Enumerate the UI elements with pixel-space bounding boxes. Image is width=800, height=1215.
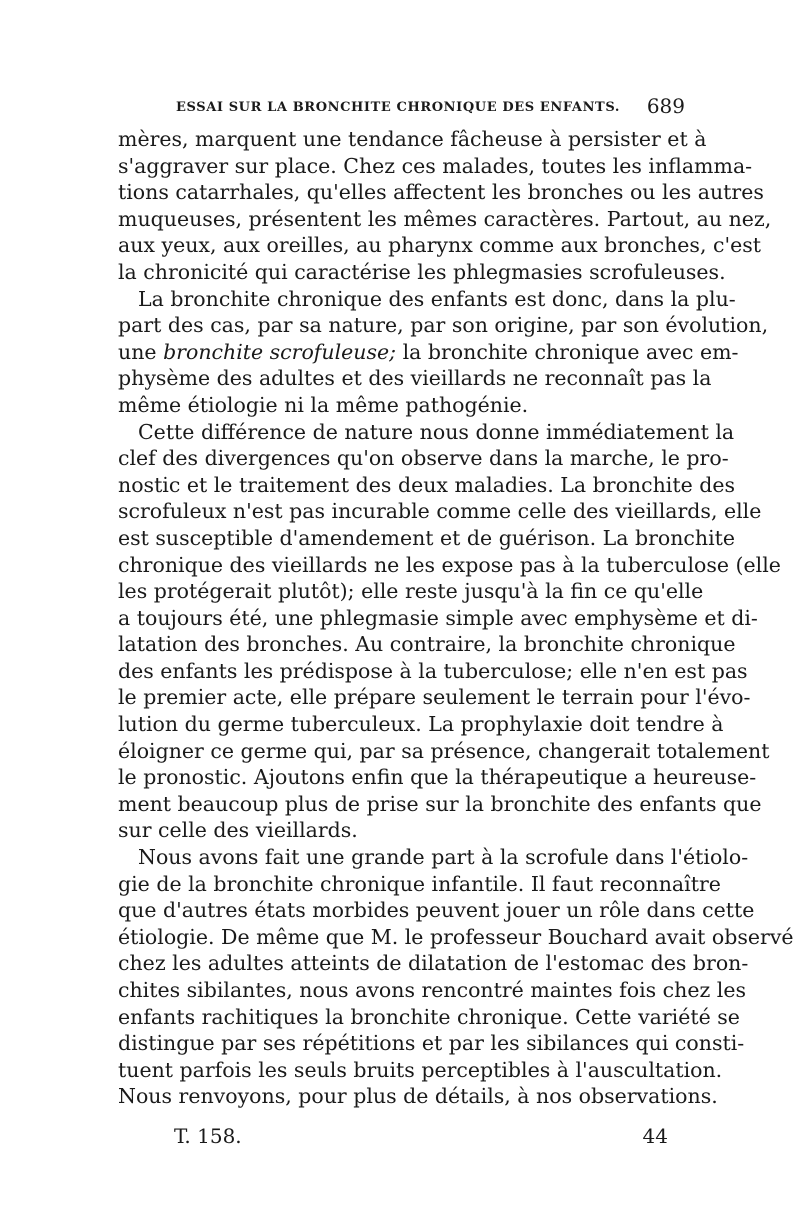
text-line: chites sibilantes, nous avons rencontré maintes fois chez les bbox=[118, 978, 747, 1002]
text-line: chronique des vieillards ne les expose pas à la tuberculose (elle bbox=[118, 552, 781, 577]
text-run: une bbox=[118, 339, 164, 364]
text-line: aux yeux, aux oreilles, au pharynx comme aux bronches, c'est bbox=[118, 233, 761, 258]
text-line: ment beaucoup plus de prise sur la bronchite des enfants que bbox=[118, 791, 762, 816]
text-line: éloigner ce germe qui, par sa présence, changerait totalement bbox=[118, 738, 770, 763]
text-line: muqueuses, présentent les mêmes caractères. Partout, au nez, bbox=[118, 206, 772, 231]
text-line: distingue par ses répétitions et par les sibilances qui consti- bbox=[118, 1031, 745, 1056]
text-line: enfants rachitiques la bronchite chronique. Cette variété se bbox=[118, 1004, 740, 1029]
text-line: mères, marquent une tendance fâcheuse à persister et à bbox=[118, 127, 707, 151]
text-line: étiologie. De même que M. le professeur Bouchard avait observé bbox=[118, 924, 794, 949]
text-line: tions catarrhales, qu'elles affectent les bronches ou les autres bbox=[118, 180, 764, 205]
text-line: clef des divergences qu'on observe dans la marche, le pro- bbox=[118, 446, 729, 471]
text-line: s'aggraver sur place. Chez ces malades, toutes les inflamma- bbox=[118, 153, 753, 178]
sheet-number: 44 bbox=[642, 1124, 668, 1148]
volume-signature: T. 158. bbox=[174, 1124, 242, 1148]
text-line-with-italic bbox=[118, 339, 739, 366]
running-title: ESSAI SUR LA BRONCHITE CHRONIQUE DES ENFANTS. bbox=[176, 100, 620, 115]
text-line: nostic et le traitement des deux maladies. La bronchite des bbox=[118, 472, 736, 497]
text-line: part des cas, par sa nature, par son origine, par son évolution, bbox=[118, 313, 769, 338]
text-line: les protégerait plutôt); elle reste jusqu'à la fin ce qu'elle bbox=[118, 579, 704, 604]
text-line: même étiologie ni la même pathogénie. bbox=[118, 392, 529, 417]
text-line: est susceptible d'amendement et de guérison. La bronchite bbox=[118, 525, 736, 550]
text-line: La bronchite chronique des enfants est donc, dans la plu- bbox=[138, 286, 736, 311]
italic-term: bronchite scrofuleuse; bbox=[163, 339, 397, 364]
text-line: a toujours été, une phlegmasie simple avec emphysème et di- bbox=[118, 605, 758, 630]
text-line: gie de la bronchite chronique infantile. Il faut reconnaître bbox=[118, 871, 721, 896]
text-line: sur celle des vieillards. bbox=[118, 818, 358, 843]
text-line: Nous renvoyons, pour plus de détails, à nos observations. bbox=[118, 1084, 718, 1109]
text-line: la chronicité qui caractérise les phlegmasies scrofuleuses. bbox=[118, 259, 726, 284]
text-line: Cette différence de nature nous donne immédiatement la bbox=[138, 419, 735, 444]
body-text bbox=[118, 126, 794, 1110]
text-line: Nous avons fait une grande part à la scrofule dans l'étiolo- bbox=[138, 845, 749, 870]
text-line: tuent parfois les seuls bruits perceptibles à l'auscultation. bbox=[118, 1057, 723, 1082]
page-number: 689 bbox=[646, 94, 685, 118]
text-line: des enfants les prédispose à la tuberculose; elle n'en est pas bbox=[118, 658, 748, 683]
text-line: scrofuleux n'est pas incurable comme celle des vieillards, elle bbox=[118, 499, 762, 524]
text-line: lution du germe tuberculeux. La prophylaxie doit tendre à bbox=[118, 712, 724, 737]
text-line: chez les adultes atteints de dilatation de l'estomac des bron- bbox=[118, 951, 749, 976]
text-line: physème des adultes et des vieillards ne reconnaît pas la bbox=[118, 366, 712, 391]
page-footer bbox=[118, 1124, 686, 1154]
running-head bbox=[118, 94, 685, 122]
text-run: la bronchite chronique avec em- bbox=[396, 339, 739, 364]
text-line: que d'autres états morbides peuvent jouer un rôle dans cette bbox=[118, 898, 755, 923]
text-line: le premier acte, elle prépare seulement le terrain pour l'évo- bbox=[118, 685, 751, 710]
text-line: le pronostic. Ajoutons enfin que la thérapeutique a heureuse- bbox=[118, 765, 757, 790]
text-line: latation des bronches. Au contraire, la bronchite chronique bbox=[118, 632, 736, 657]
